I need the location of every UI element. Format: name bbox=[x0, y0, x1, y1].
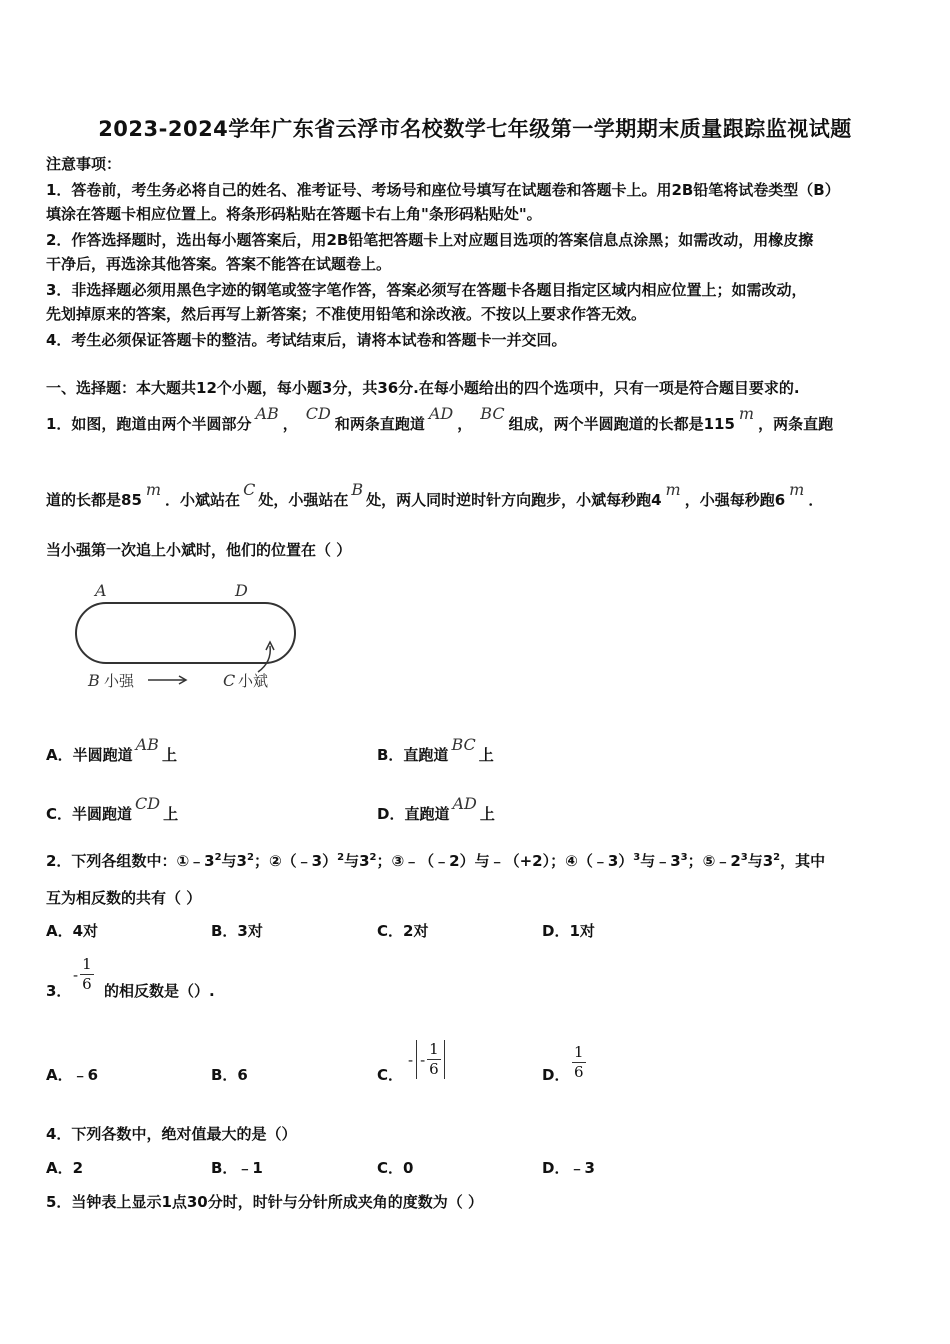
q4-option-d[interactable]: D．﹣3 bbox=[542, 1159, 595, 1177]
fraction-one-sixth bbox=[427, 1040, 441, 1079]
question-1-line-1 bbox=[46, 404, 834, 434]
q2-text: 与﹣3 bbox=[640, 852, 681, 870]
q3-option-c-expression bbox=[408, 1040, 445, 1079]
denominator: 6 bbox=[82, 975, 92, 993]
q2-text: 与3 bbox=[221, 852, 247, 870]
numerator: 1 bbox=[429, 1040, 439, 1058]
q1-text: ， bbox=[282, 415, 298, 433]
q1-option-b[interactable] bbox=[377, 735, 494, 765]
q3-number: 3． bbox=[46, 982, 72, 1000]
option-text: C．半圆跑道 bbox=[46, 805, 133, 823]
q4-option-b[interactable]: B．﹣1 bbox=[211, 1159, 263, 1177]
label-a: A bbox=[95, 581, 107, 600]
option-text: 上 bbox=[161, 746, 177, 764]
track-outline bbox=[76, 603, 295, 663]
section-heading: 一、选择题：本大题共12个小题，每小题3分，共36分.在每小题给出的四个选项中，只有一项是符合题目要求的. bbox=[46, 379, 800, 397]
option-text: 上 bbox=[479, 805, 495, 823]
math-m: m bbox=[738, 404, 755, 423]
notice-line: 3．非选择题必须用黑色字迹的钢笔或签字笔作答，答案必须写在答题卡各题目指定区域内相应位置上；如需改动， bbox=[46, 281, 807, 299]
numerator: 1 bbox=[574, 1043, 584, 1061]
q2-text: ，其中 bbox=[780, 852, 826, 870]
label-c: C bbox=[223, 671, 236, 690]
q1-option-c[interactable] bbox=[46, 794, 179, 824]
q1-text: 1．如图，跑道由两个半圆部分 bbox=[46, 415, 252, 433]
arrow-xiaobin bbox=[258, 646, 270, 672]
math-bc: BC bbox=[451, 735, 476, 754]
label-xiaobin: 小斌 bbox=[238, 672, 269, 690]
question-2-line-2: 互为相反数的共有（ ） bbox=[46, 889, 202, 907]
exponent: 3 bbox=[680, 852, 688, 863]
math-bc: BC bbox=[480, 404, 505, 423]
q1-option-d[interactable] bbox=[377, 794, 495, 824]
q3-stem: 的相反数是（）. bbox=[104, 982, 215, 1000]
math-ab: AB bbox=[255, 404, 279, 423]
notice-line: 先划掉原来的答案，然后再写上新答案；不准使用铅笔和涂改液。不按以上要求作答无效。 bbox=[46, 305, 647, 323]
q1-text: 处，小强站在 bbox=[258, 491, 349, 509]
q2-text: 与3 bbox=[344, 852, 370, 870]
minus-sign: - bbox=[420, 1050, 426, 1069]
denominator: 6 bbox=[574, 1063, 584, 1081]
math-m: m bbox=[665, 480, 681, 499]
option-text: A．半圆跑道 bbox=[46, 746, 133, 764]
q1-text: ，两条直跑 bbox=[758, 415, 834, 433]
q1-text: 道的长都是85 bbox=[46, 491, 142, 509]
exponent: 2 bbox=[773, 852, 781, 863]
q3-fraction bbox=[73, 955, 94, 994]
running-track-figure bbox=[60, 576, 300, 696]
q3-option-d[interactable]: D． bbox=[542, 1066, 570, 1084]
label-xiaoqiang: 小强 bbox=[104, 672, 135, 690]
label-d: D bbox=[235, 581, 248, 600]
q1-text: ．小斌站在 bbox=[165, 491, 241, 509]
math-m: m bbox=[145, 480, 162, 499]
q2-option-b[interactable]: B．3对 bbox=[211, 922, 263, 940]
q1-option-a[interactable] bbox=[46, 735, 177, 765]
exponent: 2 bbox=[337, 852, 345, 863]
question-2-line-1 bbox=[46, 850, 825, 871]
option-text: D．直跑道 bbox=[377, 805, 450, 823]
math-ab: AB bbox=[135, 735, 159, 754]
q1-text: ， bbox=[457, 415, 473, 433]
q2-text: ；⑤﹣2 bbox=[687, 852, 741, 870]
denominator: 6 bbox=[429, 1060, 439, 1078]
q1-text: 处，两人同时逆时针方向跑步，小斌每秒跑4 bbox=[366, 491, 662, 509]
math-ad: AD bbox=[452, 794, 477, 813]
q1-text: ，小强每秒跑6 bbox=[684, 491, 786, 509]
q1-text: ． bbox=[808, 491, 824, 509]
q2-option-d[interactable]: D．1对 bbox=[542, 922, 595, 940]
exponent: 2 bbox=[369, 852, 377, 863]
notice-heading: 注意事项： bbox=[46, 155, 122, 173]
q3-option-b[interactable]: B．6 bbox=[211, 1066, 248, 1084]
page-title: 2023-2024学年广东省云浮市名校数学七年级第一学期期末质量跟踪监视试题 bbox=[98, 117, 852, 141]
q4-option-c[interactable]: C．0 bbox=[377, 1159, 414, 1177]
notice-line: 填涂在答题卡相应位置上。将条形码粘贴在答题卡右上角"条形码粘贴处"。 bbox=[46, 205, 542, 223]
question-5: 5．当钟表上显示1点30分时，时针与分针所成夹角的度数为（ ） bbox=[46, 1193, 483, 1211]
label-b: B bbox=[88, 671, 100, 690]
question-4: 4．下列各数中，绝对值最大的是（） bbox=[46, 1125, 297, 1143]
fraction-one-sixth bbox=[80, 955, 94, 994]
q2-text: ；③﹣（﹣2）与﹣（+2）；④（﹣3） bbox=[376, 852, 634, 870]
q2-text: ；②（﹣3） bbox=[253, 852, 338, 870]
q2-option-c[interactable]: C．2对 bbox=[377, 922, 429, 940]
math-cd: CD bbox=[305, 404, 331, 423]
q1-text: 组成，两个半圆跑道的长都是115 bbox=[508, 415, 735, 433]
notice-line: 2．作答选择题时，选出每小题答案后，用2B铅笔把答题卡上对应题目选项的答案信息点涂黑；如需改动，用橡皮擦 bbox=[46, 231, 814, 249]
q3-option-d-fraction bbox=[572, 1043, 586, 1082]
q2-text: 2．下列各组数中：①﹣3 bbox=[46, 852, 215, 870]
fraction-one-sixth bbox=[572, 1043, 586, 1082]
math-c: C bbox=[243, 480, 256, 499]
q2-option-a[interactable]: A．4对 bbox=[46, 922, 99, 940]
notice-line: 干净后，再选涂其他答案。答案不能答在试题卷上。 bbox=[46, 255, 392, 273]
option-text: 上 bbox=[478, 746, 494, 764]
numerator: 1 bbox=[82, 955, 92, 973]
math-cd: CD bbox=[135, 794, 161, 813]
q1-text: 和两条直跑道 bbox=[334, 415, 425, 433]
exponent: 3 bbox=[740, 852, 748, 863]
minus-sign: - bbox=[73, 965, 79, 984]
absolute-value bbox=[416, 1040, 445, 1079]
notice-line: 4．考生必须保证答题卡的整洁。考试结束后，请将本试卷和答题卡一并交回。 bbox=[46, 331, 567, 349]
exponent: 2 bbox=[246, 852, 254, 863]
q4-option-a[interactable]: A．2 bbox=[46, 1159, 84, 1177]
notice-line: 1．答卷前，考生务必将自己的姓名、准考证号、考场号和座位号填写在试题卷和答题卡上。用2B铅笔将试卷类型（B） bbox=[46, 181, 840, 199]
option-text: 上 bbox=[163, 805, 179, 823]
question-1-line-2 bbox=[46, 480, 824, 510]
exponent: 3 bbox=[633, 852, 641, 863]
math-m: m bbox=[789, 480, 805, 499]
option-text: B．直跑道 bbox=[377, 746, 449, 764]
q3-option-c[interactable]: C． bbox=[377, 1066, 404, 1084]
q2-text: 与3 bbox=[747, 852, 774, 870]
math-ad: AD bbox=[428, 404, 454, 423]
q3-option-a[interactable]: A．﹣6 bbox=[46, 1066, 99, 1084]
exponent: 2 bbox=[214, 852, 222, 863]
math-b: B bbox=[351, 480, 364, 499]
minus-sign: - bbox=[408, 1050, 414, 1069]
question-1-line-3: 当小强第一次追上小斌时，他们的位置在（ ） bbox=[46, 541, 352, 559]
